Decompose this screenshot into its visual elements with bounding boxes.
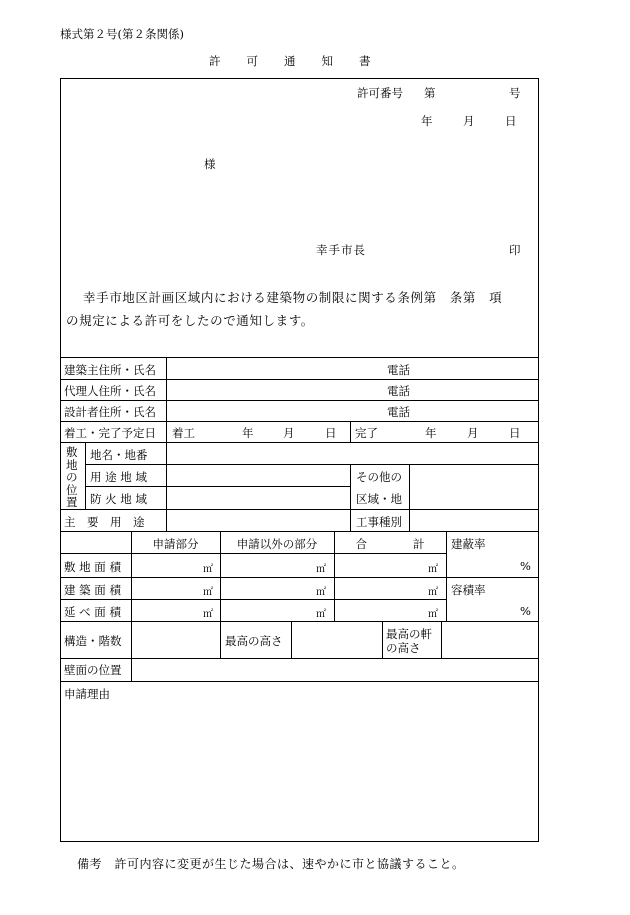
main-use-label: 主 要 用 途 [64, 515, 145, 529]
seal-mark: 印 [509, 243, 521, 257]
body-text-line-2: の規定による許可をしたので通知します。 [66, 313, 314, 328]
unit-sqm: ㎡ [203, 609, 213, 620]
addressee-suffix: 様 [204, 157, 216, 171]
start-day: 日 [325, 426, 337, 440]
issuer: 幸手市長 [316, 243, 366, 257]
other-zone-label-2: 区域・地 [356, 492, 402, 506]
max-eave-height-label-1: 最高の軒 [386, 627, 432, 641]
area-header-other: 申請以外の部分 [236, 537, 318, 551]
floor-area-ratio-percent: % [520, 604, 531, 618]
designer-phone-label: 電話 [387, 405, 410, 419]
owner-phone-label: 電話 [387, 363, 410, 377]
floor-area-ratio-label: 容積率 [451, 583, 486, 597]
document-title: 許 可 通 知 書 [209, 54, 372, 68]
zoning-label: 用 途 地 域 [90, 470, 147, 484]
area-header-applied: 申請部分 [152, 537, 199, 551]
application-reason-label: 申請理由 [64, 687, 110, 701]
designer-label: 設計者住所・氏名 [64, 405, 156, 419]
unit-sqm: ㎡ [428, 587, 438, 598]
max-height-label: 最高の高さ [225, 634, 283, 648]
finish-month: 月 [467, 426, 479, 440]
permit-number-label: 許可番号 [357, 86, 403, 100]
coverage-percent: % [520, 559, 531, 573]
fire-zone-label: 防 火 地 域 [90, 492, 147, 506]
work-type-label: 工事種別 [356, 515, 402, 529]
unit-sqm: ㎡ [316, 587, 326, 598]
wall-position-label: 壁面の位置 [64, 663, 122, 677]
area-header-total: 合 計 [355, 537, 425, 551]
date-day: 日 [505, 114, 517, 128]
max-eave-height-label-2: の高さ [386, 641, 421, 655]
building-area-label: 建 築 面 積 [64, 583, 121, 597]
schedule-label: 着工・完了予定日 [64, 426, 156, 440]
remarks-note: 備考 許可内容に変更が生じた場合は、速やかに市と協議すること。 [77, 857, 465, 871]
permit-number-suffix: 号 [509, 86, 521, 100]
unit-sqm: ㎡ [203, 587, 213, 598]
date-month: 月 [463, 114, 475, 128]
coverage-ratio-label: 建蔽率 [451, 537, 486, 551]
start-label: 着工 [172, 426, 195, 440]
unit-sqm: ㎡ [428, 609, 438, 620]
owner-label: 建築主住所・氏名 [64, 363, 156, 377]
finish-day: 日 [509, 426, 521, 440]
other-zone-label-1: その他の [356, 470, 402, 484]
body-text-line-1: 幸手市地区計画区域内における建築物の制限に関する条例第 条第 項 [83, 290, 503, 305]
floor-area-label: 延 べ 面 積 [64, 605, 121, 619]
unit-sqm: ㎡ [203, 564, 213, 575]
site-location-group-label: 敷地の位置 [66, 445, 78, 510]
start-year: 年 [242, 426, 254, 440]
agent-label: 代理人住所・氏名 [64, 384, 156, 398]
form-number-label: 様式第２号(第２条関係) [60, 27, 184, 41]
structure-label: 構造・階数 [64, 634, 122, 648]
agent-phone-label: 電話 [387, 384, 410, 398]
date-year: 年 [421, 114, 433, 128]
unit-sqm: ㎡ [316, 609, 326, 620]
finish-year: 年 [425, 426, 437, 440]
start-month: 月 [283, 426, 295, 440]
lot-label: 地名・地番 [90, 448, 148, 462]
finish-label: 完了 [355, 426, 378, 440]
site-area-label: 敷 地 面 積 [64, 560, 121, 574]
unit-sqm: ㎡ [428, 564, 438, 575]
unit-sqm: ㎡ [316, 564, 326, 575]
permit-number-prefix: 第 [424, 86, 436, 100]
